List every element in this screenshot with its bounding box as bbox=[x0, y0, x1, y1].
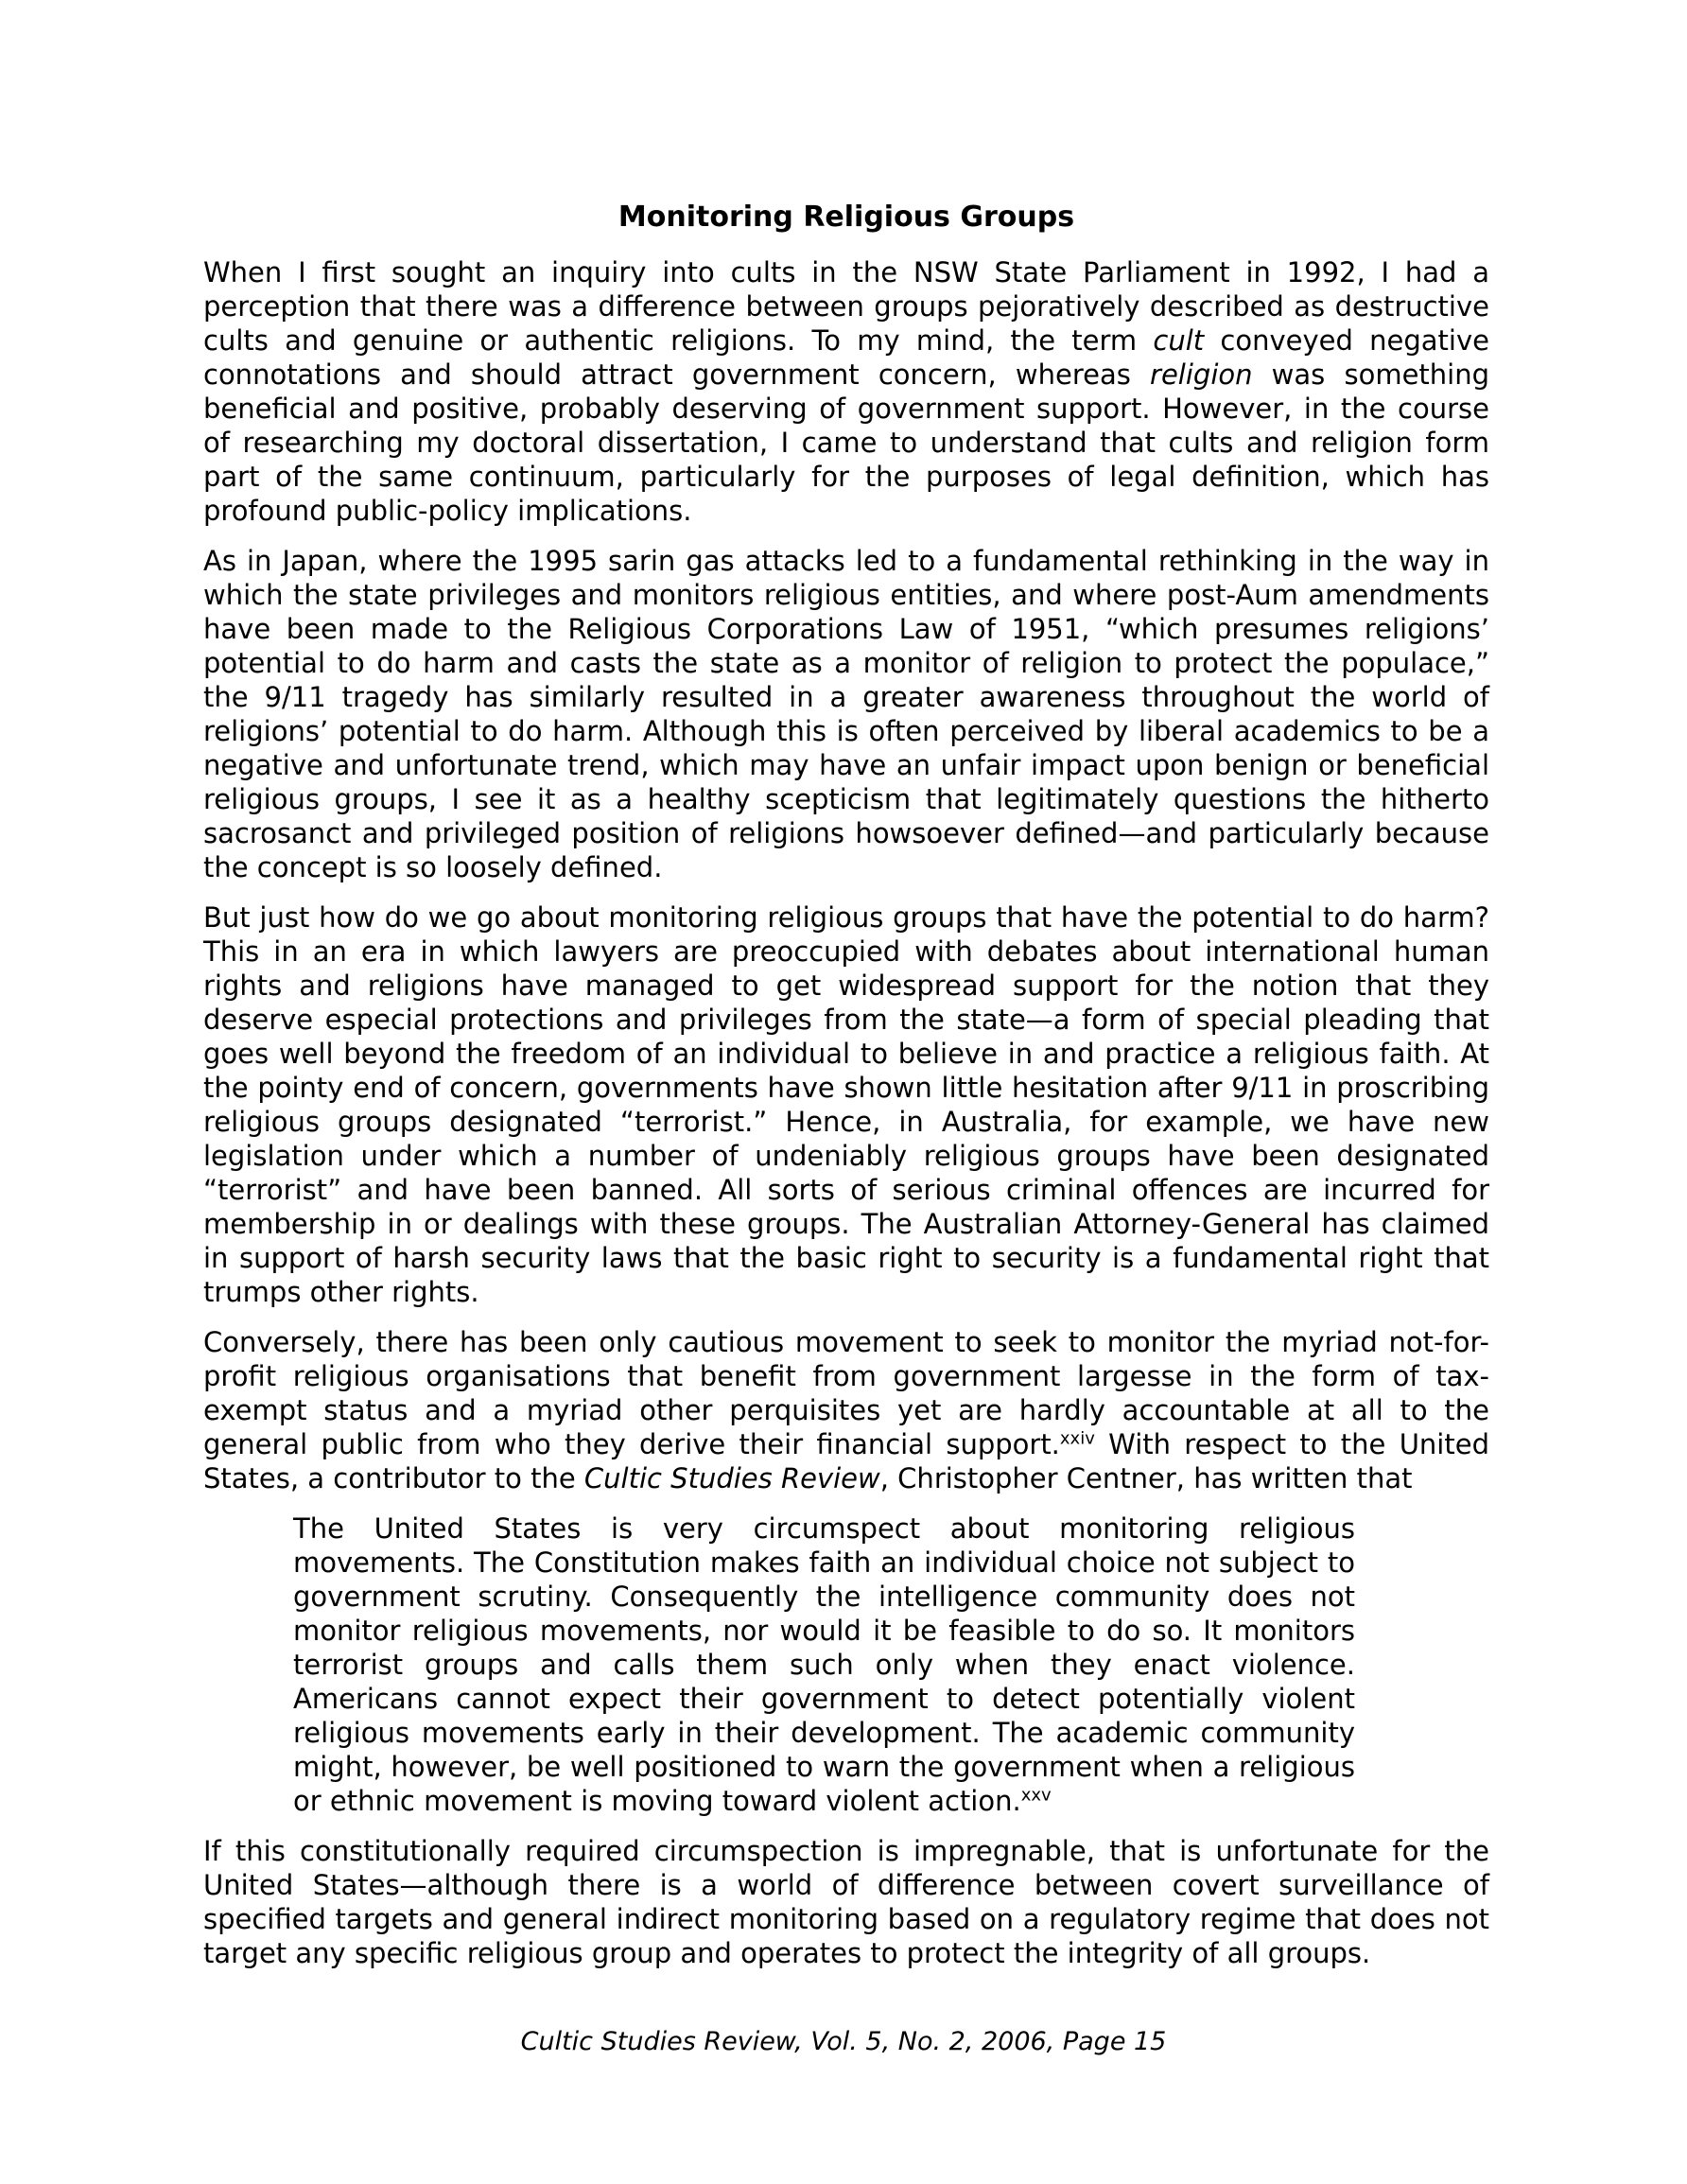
text-run: With respect to the United States, a contributor to the bbox=[203, 1428, 1489, 1494]
paragraph-2 bbox=[203, 544, 1489, 884]
paragraph-4 bbox=[203, 1325, 1489, 1495]
text-run: The United States is very circumspect about monitoring religious movements. The Constitution makes faith an individual choice not subject to government scrutiny. Consequently the intelligence community does not monitor religious movements, nor would it be feasible to do so. It monitors terrorist groups and calls them such only when they enact violence. Americans cannot expect their government to detect potentially violent religious movements early in their development. The academic community might, however, be well positioned to warn the government when a religious or ethnic movement is moving toward violent action. bbox=[293, 1512, 1355, 1817]
page-footer: Cultic Studies Review, Vol. 5, No. 2, 2006, Page 15 bbox=[520, 2027, 1167, 2056]
endnote-reference: xxv bbox=[1020, 1785, 1052, 1806]
paragraph-1 bbox=[203, 255, 1489, 528]
text-run: , Christopher Centner, has written that bbox=[879, 1462, 1413, 1494]
text-run: conveyed negative connotations and should attract government concern, whereas bbox=[203, 324, 1489, 391]
text-run: cult bbox=[1153, 324, 1205, 357]
document-content bbox=[203, 201, 1489, 1970]
page-title: Monitoring Religious Groups bbox=[617, 201, 1075, 234]
text-run: was something beneficial and positive, probably deserving of government support. However, in the course of researching my doctoral dissertation, I came to understand that cults and religion form part of the same continuum, particularly for the purposes of legal definition, which has profound public-policy implications. bbox=[203, 358, 1490, 527]
endnote-reference: xxiv bbox=[1059, 1428, 1095, 1449]
text-run: But just how do we go about monitoring religious groups that have the potential to do harm? This in an era in which lawyers are preoccupied with debates about international human rights and religions have managed to get widespread support for the notion that they deserve especial protections and privileges from the state—a form of special pleading that goes well beyond the freedom of an individual to believe in and practice a religious faith. At the pointy end of concern, governments have shown little hesitation after 9/11 in proscribing religious groups designated “terrorist.” Hence, in Australia, for example, we have new legislation under which a number of undeniably religious groups have been designated “terrorist” and have been banned. All sorts of serious criminal offences are incurred for membership in or dealings with these groups. The Australian Attorney-General has claimed in support of harsh security laws that the basic right to security is a fundamental right that trumps other rights. bbox=[203, 901, 1489, 1308]
block-quote bbox=[293, 1511, 1355, 1818]
text-run: Cultic Studies Review bbox=[583, 1462, 880, 1494]
text-run: When I first sought an inquiry into cults in the NSW State Parliament in 1992, I had a perception that there was a difference between groups pejoratively described as destructive cults and genuine or authentic religions. To my mind, the term bbox=[203, 256, 1489, 357]
text-run: If this constitutionally required circumspection is impregnable, that is unfortunate for the United States—although there is a world of difference between covert surveillance of specified targets and general indirect monitoring based on a regulatory regime that does not target any specific religious group and operates to protect the integrity of all groups. bbox=[203, 1835, 1489, 1969]
text-run: religion bbox=[1150, 358, 1253, 391]
text-run: As in Japan, where the 1995 sarin gas attacks led to a fundamental rethinking in the way in which the state privileges and monitors religious entities, and where post-Aum amendments have been made to the Religious Corporations Law of 1951, “which presumes religions’ potential to do harm and casts the state as a monitor of religion to protect the populace,” the 9/11 tragedy has similarly resulted in a greater awareness throughout the world of religions’ potential to do harm. Although this is often perceived by liberal academics to be a negative and unfortunate trend, which may have an unfair impact upon benign or beneficial religious groups, I see it as a healthy scepticism that legitimately questions the hitherto sacrosanct and privileged position of religions howsoever defined—and particularly because the concept is so loosely defined. bbox=[203, 545, 1489, 883]
paragraph-5 bbox=[203, 1834, 1489, 1970]
text-run: Conversely, there has been only cautious movement to seek to monitor the myriad not-for-profit religious organisations that benefit from government largesse in the form of tax-exempt status and a myriad other perquisites yet are hardly accountable at all to the general public from who they derive their financial support. bbox=[203, 1326, 1489, 1460]
paragraph-3 bbox=[203, 900, 1489, 1309]
